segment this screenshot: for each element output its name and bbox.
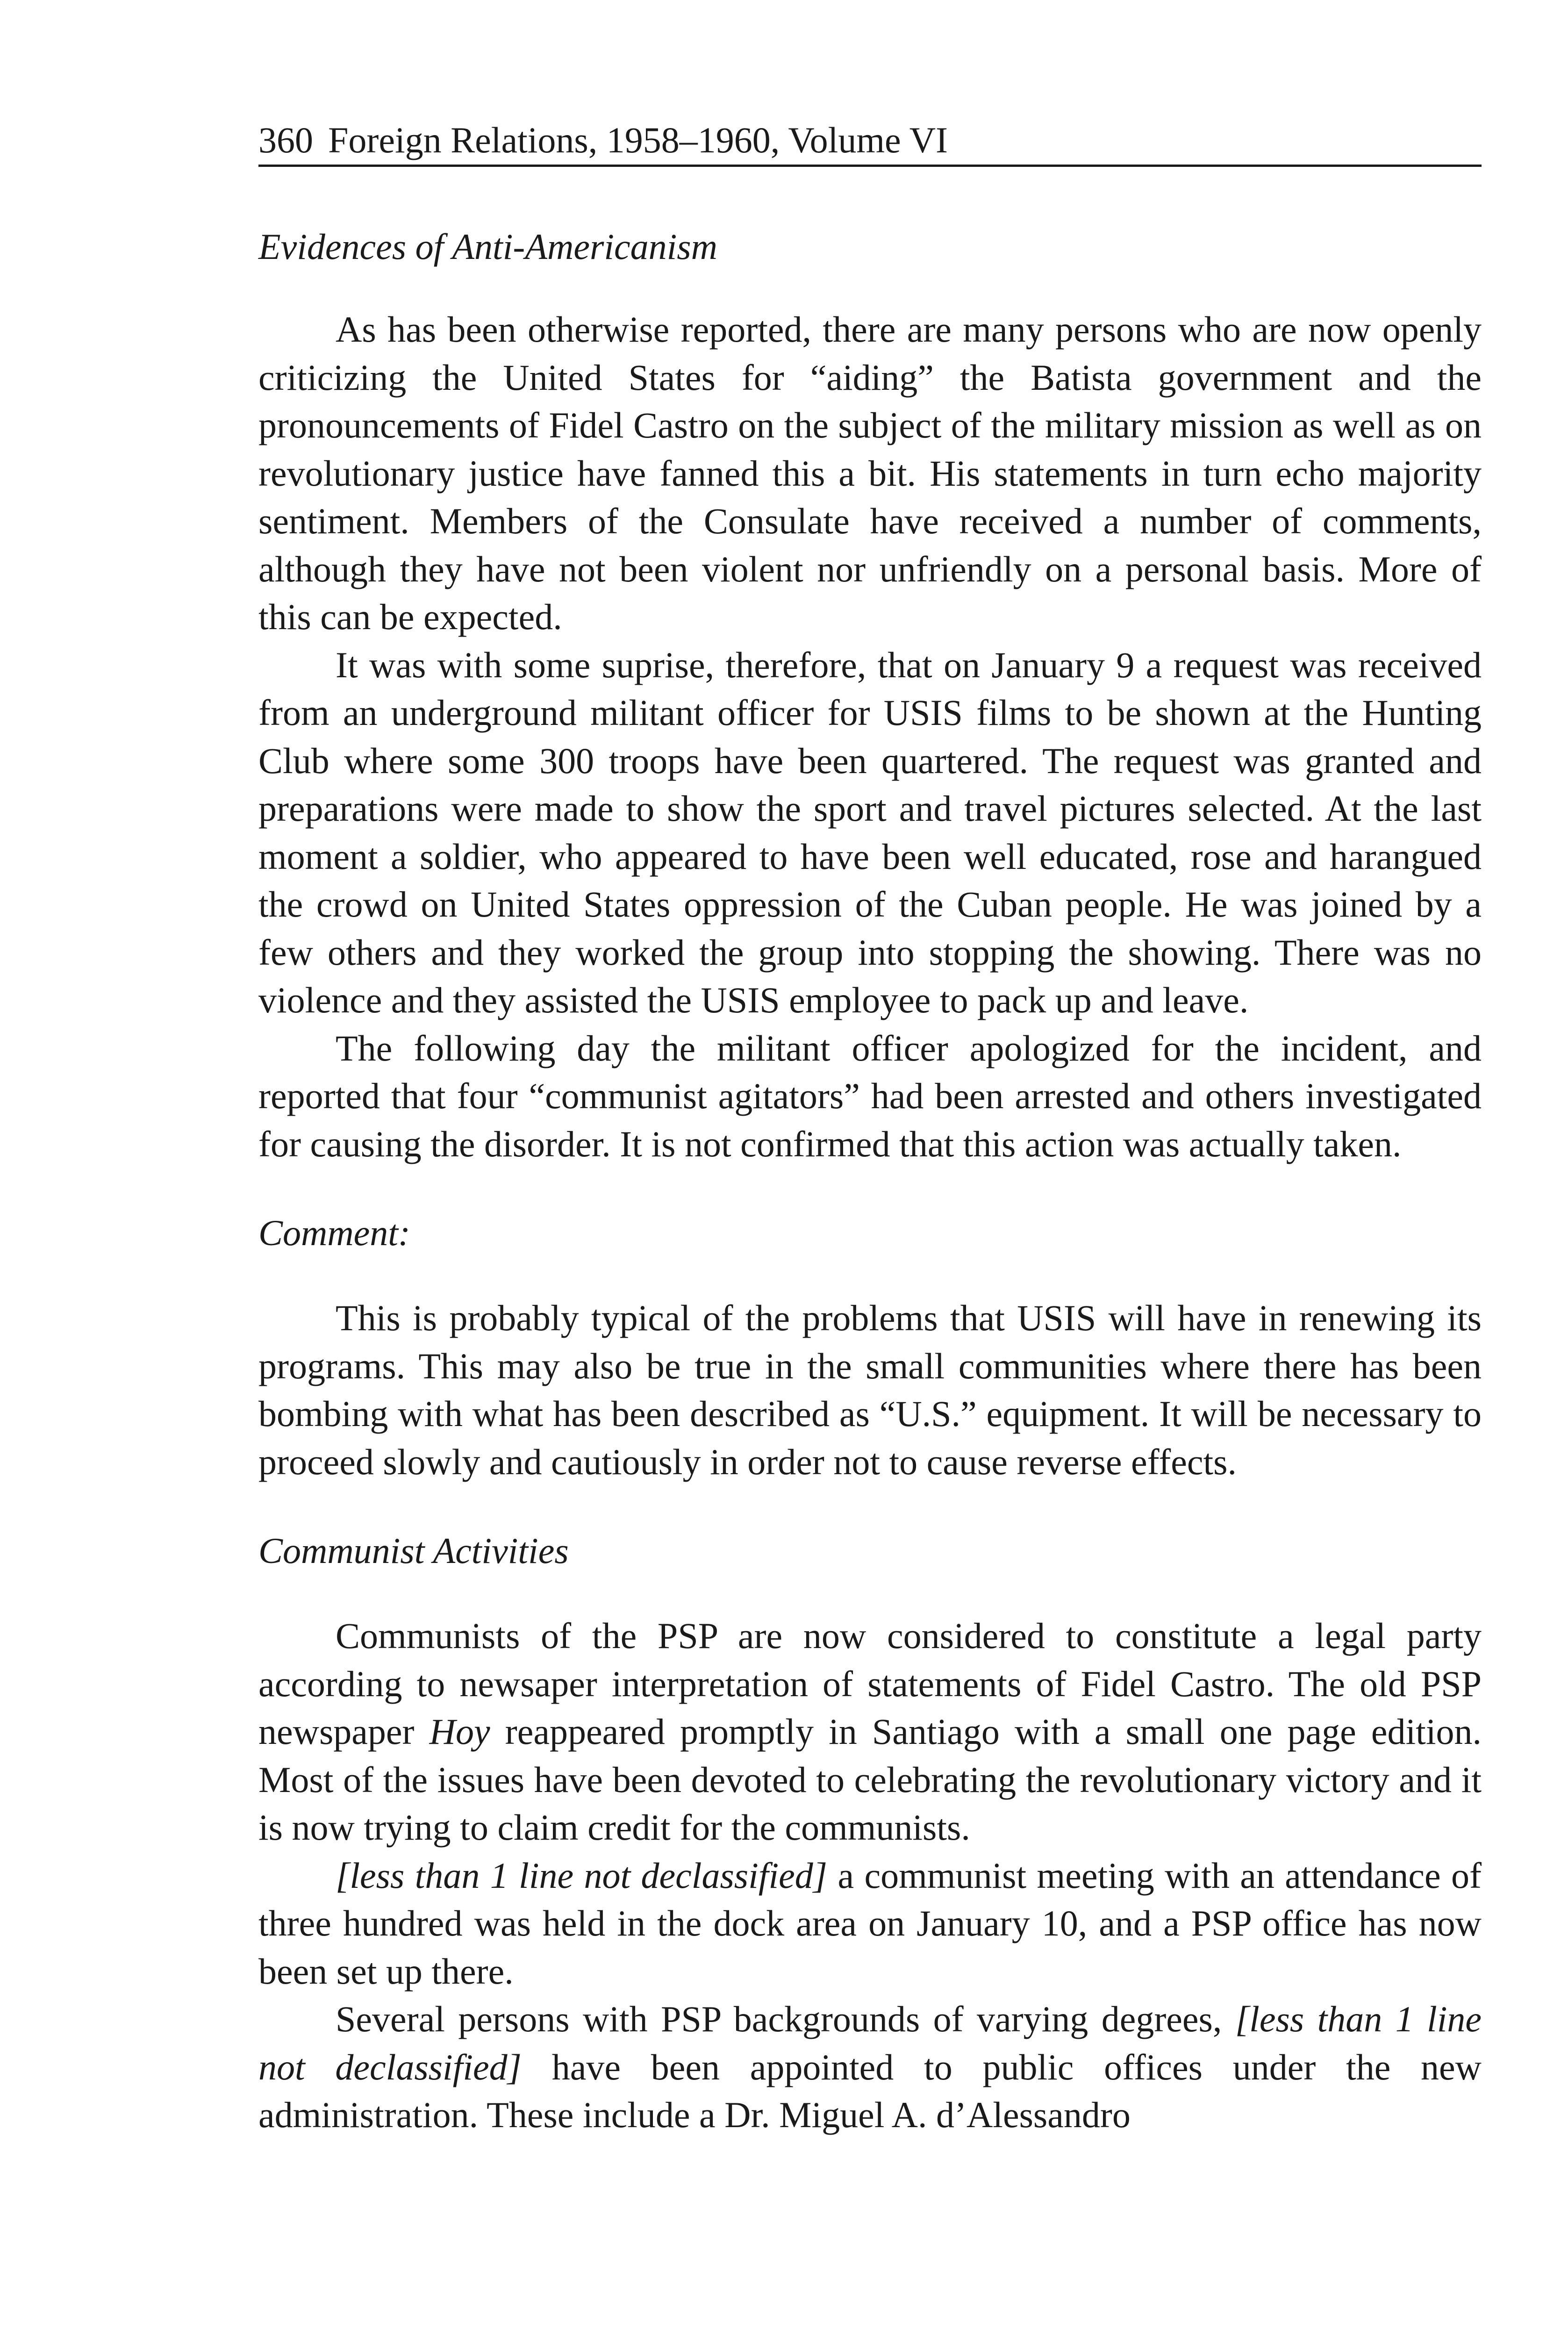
running-head-title: Foreign Relations, 1958–1960, Volume VI [328,120,948,160]
page-number: 360 [258,120,313,160]
section-heading-comment: Comment: [258,1212,410,1253]
running-head [258,117,1482,167]
section-heading-anti-americanism: Evidences of Anti-Americanism [258,226,717,267]
paragraph-text: a communist meeting with an attendance of three hundred was held in the dock area on January 10, and a PSP office has now been set up there. [258,1855,1482,1992]
document-page [258,117,1482,2139]
paragraph [258,1852,1482,1996]
declassification-note: [less than 1 line not declassified] [336,1855,828,1896]
paragraph [258,1995,1482,2139]
section-heading-communist-activities: Communist Activities [258,1530,569,1571]
paragraph-text: Several persons with PSP backgrounds of varying degrees, [336,1999,1235,2039]
paragraph-text: reappeared promptly in Santiago with a small one page edition. Most of the issues have been devoted to celebrating the revolutionary victory and it is now trying to claim credit for the communists. [258,1711,1482,1848]
paragraph: This is probably typical of the problems that USIS will have in renewing its programs. This may also be true in the small communities where there has been bombing with what has been described as “U.S.” equipment. It will be necessary to proceed slowly and cautiously in order not to cause reverse effects. [258,1298,1482,1482]
newspaper-title: Hoy [429,1711,490,1752]
declassification-note: [less than 1 line not declassified] [258,1999,1482,2087]
paragraph: The following day the militant officer apologized for the incident, and reported that four “communist agitators” had been arrested and others investigated for causing the disorder. It is not confirmed that this action was actually taken. [258,1027,1482,1164]
paragraph [258,1612,1482,1852]
paragraph: It was with some suprise, therefore, that on January 9 a request was received from an underground militant officer for USIS films to be shown at the Hunting Club where some 300 troops have been quartered. The request was granted and preparations were made to show the sport and travel pictures selected. At the last moment a soldier, who appeared to have been well educated, rose and harangued the crowd on United States oppression of the Cuban people. He was joined by a few others and they worked the group into stopping the showing. There was no violence and they assisted the USIS employee to pack up and leave. [258,644,1482,1020]
paragraph-text: Communists of the PSP are now considered to constitute a legal party according to newsaper interpretation of statements of Fidel Castro. The old PSP newspaper [258,1615,1482,1752]
paragraph: As has been otherwise reported, there are many persons who are now openly criticizing the United States for “aiding” the Batista government and the pronouncements of Fidel Castro on the subject of the military mission as well as on revolutionary justice have fanned this a bit. His statements in turn echo majority sentiment. Members of the Consulate have received a number of comments, although they have not been violent nor unfriendly on a personal basis. More of this can be expected. [258,309,1482,637]
paragraph-text: have been appointed to public offices under the new administration. These include a Dr. Miguel A. d’Alessandro [258,2046,1482,2135]
